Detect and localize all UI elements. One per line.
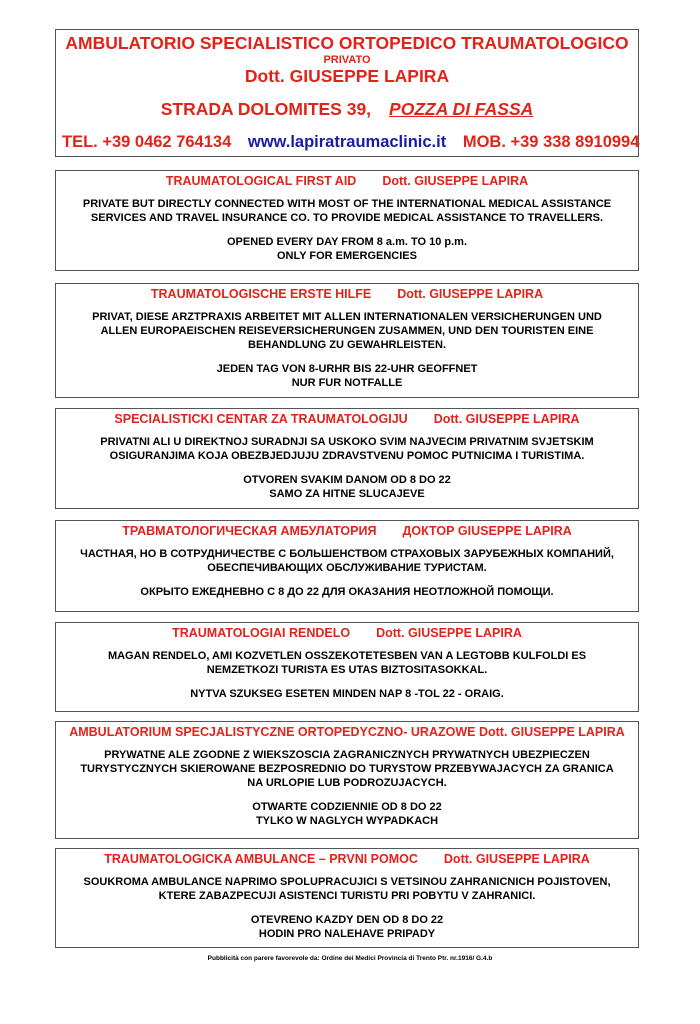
header-box	[55, 29, 639, 157]
section-text: PRIVATNI ALI U DIREKTNOJ SURADNJI SA USKOKO SVIM NAJVECIM PRIVATNIM SVJETSKIM OSIGURANJIMA KOJA OBEZBJEDJUJU ZDRAVSTVENU POMOC PUTNICIMA I TURISTIMA.	[100, 436, 594, 462]
section-polish	[55, 721, 639, 839]
section-title: AMBULATORIUM SPECJALISTYCZNE ORTOPEDYCZNO- URAZOWE Dott. GIUSEPPE LAPIRA	[69, 725, 625, 739]
section-hours: OTEVRENO KAZDY DEN OD 8 DO 22 HODIN PRO NALEHAVE PRIPADY	[250, 914, 444, 940]
section-text: SOUKROMA AMBULANCE NAPRIMO SPOLUPRACUJICI S VETSINOU ZAHRANICNICH POJISTOVEN, KTERE ZABAZPECUJI ASISTENCI TURISTU PRI POBYTU V ZAHRANICI.	[83, 876, 611, 902]
website-link[interactable]: www.lapiratraumaclinic.it	[247, 133, 447, 151]
section-german	[55, 283, 639, 398]
section-text: ЧАСТНАЯ, НО В СОТРУДНИЧЕСТВЕ С БОЛЬШЕНСТВОМ СТРАХОВЫХ ЗАРУБЕЖНЫХ КОМПАНИЙ, ОБЕСПЕЧИВАЮЩИХ ОБСЛУЖИВАНИЕ ТУРИСТАМ.	[80, 548, 614, 574]
section-russian	[55, 520, 639, 612]
section-text: PRIVATE BUT DIRECTLY CONNECTED WITH MOST OF THE INTERNATIONAL MEDICAL ASSISTANCE SERVICES AND TRAVEL INSURANCE CO. TO PROVIDE MEDICAL ASSISTANCE TO TRAVELLERS.	[82, 198, 612, 224]
doctor-name: Dott. GIUSEPPE LAPIRA	[244, 66, 450, 86]
section-title: TRAUMATOLOGISCHE ERSTE HILFE Dott. GIUSEPPE LAPIRA	[150, 287, 544, 301]
section-title: SPECIALISTICKI CENTAR ZA TRAUMATOLOGIJU Dott. GIUSEPPE LAPIRA	[114, 412, 580, 426]
mobile: MOB. +39 338 8910994	[462, 133, 640, 151]
section-hours: OPENED EVERY DAY FROM 8 a.m. TO 10 p.m. ONLY FOR EMERGENCIES	[226, 236, 468, 262]
street: STRADA DOLOMITES 39,	[160, 99, 372, 119]
telephone: TEL. +39 0462 764134	[62, 133, 232, 151]
section-hours: ОКРЫТО ЕЖЕДНЕВНО С 8 ДО 22 ДЛЯ ОКАЗАНИЯ НЕОТЛОЖНОЙ ПОМОЩИ.	[140, 586, 554, 598]
section-hours: NYTVA SZUKSEG ESETEN MINDEN NAP 8 -TOL 22 - ORAIG.	[190, 688, 504, 700]
section-title: TRAUMATOLOGICKA AMBULANCE – PRVNI POMOC Dott. GIUSEPPE LAPIRA	[104, 852, 590, 866]
section-czech	[55, 848, 639, 948]
contact-line	[56, 132, 638, 153]
section-text: MAGAN RENDELO, AMI KOZVETLEN OSSZEKOTETESBEN VAN A LEGTOBB KULFOLDI ES NEMZETKOZI TURISTA ES UTAS BIZTOSITASOKKAL.	[107, 650, 587, 676]
section-title: TRAUMATOLOGIAI RENDELO Dott. GIUSEPPE LAPIRA	[172, 626, 522, 640]
section-title: TRAUMATOLOGICAL FIRST AID Dott. GIUSEPPE LAPIRA	[165, 174, 529, 188]
section-hours: JEDEN TAG VON 8-URHR BIS 22-UHR GEOFFNET NUR FUR NOTFALLE	[216, 363, 478, 389]
section-croatian	[55, 408, 639, 509]
section-text: PRIVAT, DIESE ARZTPRAXIS ARBEITET MIT ALLEN INTERNATIONALEN VERSICHERUNGEN UND ALLEN EUROPAEISCHEN REISEVERSICHERUNGEN ZUSAMMEN, UND DEN TOURISTEN EINE BEHANDLUNG ZU GEWAHRLEISTEN.	[92, 311, 602, 351]
town: POZZA DI FASSA	[389, 99, 534, 119]
section-text: PRYWATNE ALE ZGODNE Z WIEKSZOSCIA ZAGRANICZNYCH PRYWATNYCH UBEZPIECZEN TURYSTYCZNYCH SKIEROWANE BEZPOSREDNIO DO TURYSTOW PRZEBYWAJACYCH ZA GRANICA NA URLOPIE LUB PODROZUJACYCH.	[80, 749, 614, 789]
address	[56, 99, 638, 120]
clinic-subtitle: PRIVATO	[323, 54, 371, 66]
section-english	[55, 170, 639, 271]
section-hungarian	[55, 622, 639, 712]
footer-note: Pubblicità con parere favorevole da: Ordine dei Medici Provincia di Trento Ptr. nr.1916/ G.4.b	[207, 955, 493, 962]
section-title: ТРАВМАТОЛОГИЧЕСКАЯ АМБУЛАТОРИЯ ДОКТОР GIUSEPPE LAPIRA	[122, 524, 572, 538]
section-hours: OTVOREN SVAKIM DANOM OD 8 DO 22 SAMO ZA HITNE SLUCAJEVE	[243, 474, 451, 500]
section-hours: OTWARTE CODZIENNIE OD 8 DO 22 TYLKO W NAGLYCH WYPADKACH	[252, 801, 442, 827]
clinic-title: AMBULATORIO SPECIALISTICO ORTOPEDICO TRAUMATOLOGICO	[65, 33, 629, 53]
